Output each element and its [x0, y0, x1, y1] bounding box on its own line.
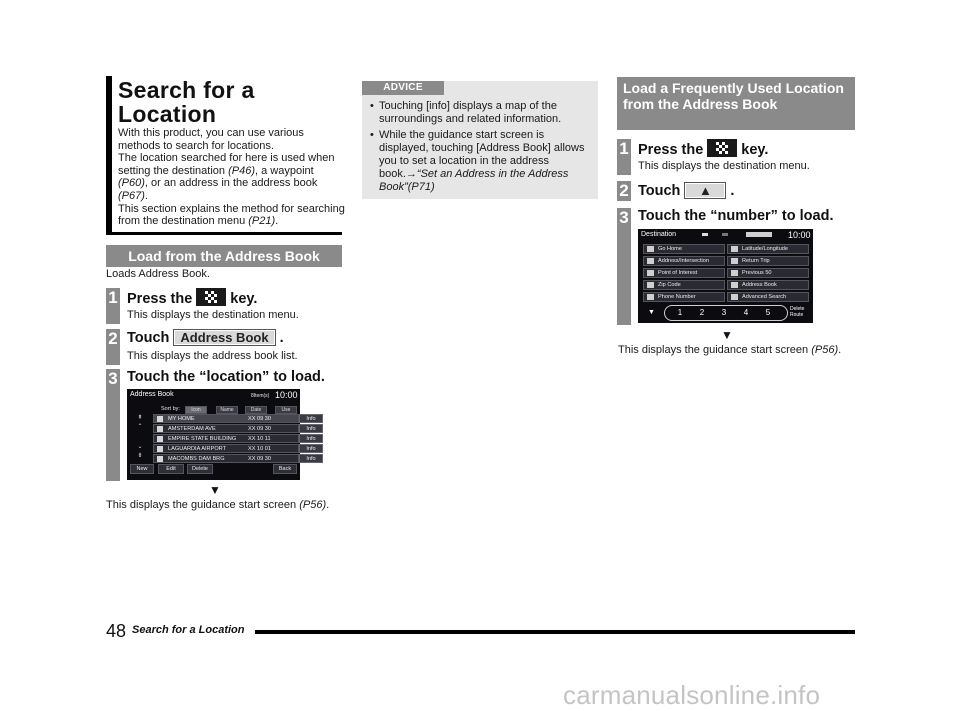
- section-header-address-book: Load from the Address Book: [106, 245, 342, 267]
- back-button[interactable]: Back: [273, 464, 297, 474]
- page-indicator-icon: [702, 233, 708, 236]
- step-1-title: Press the key.: [127, 288, 257, 308]
- destination-key-icon: [707, 139, 737, 157]
- destination-key-icon: [196, 288, 226, 306]
- step-number-1: 1: [106, 288, 120, 324]
- footer-rule: [255, 630, 855, 634]
- memory-5-button[interactable]: 5: [765, 308, 771, 317]
- section-header-frequent: Load a Frequently Used Location from the Address Book: [617, 77, 855, 130]
- zip-code-button[interactable]: Zip Code: [643, 280, 725, 290]
- poi-icon: [647, 270, 654, 276]
- delete-route-button[interactable]: Delete Route: [790, 306, 805, 318]
- step-3-title: Touch the “location” to load.: [127, 369, 325, 385]
- step-1-desc: This displays the destination menu.: [127, 309, 299, 321]
- address-intersection-button[interactable]: Address/Intersection: [643, 256, 725, 266]
- step-1-desc: This displays the destination menu.: [638, 160, 810, 172]
- title-accent-bar: [106, 76, 112, 235]
- watermark: carmanualsonline.info: [563, 680, 821, 710]
- advice-tag: ADVICE: [362, 81, 444, 95]
- result-text: This displays the guidance start screen (P56).: [106, 499, 330, 511]
- clock: 10:00: [788, 230, 811, 240]
- return-trip-button[interactable]: Return Trip: [727, 256, 809, 266]
- info-button[interactable]: Info: [299, 434, 323, 443]
- address-book-button[interactable]: Address Book: [727, 280, 809, 290]
- previous-50-button[interactable]: Previous 50: [727, 268, 809, 278]
- info-button[interactable]: Info: [299, 424, 323, 433]
- scroll-up-icon[interactable]: ⌃: [137, 424, 143, 430]
- page-ref: “Set an Address in the Address Book”(P71): [379, 168, 569, 193]
- scroll-bottom-icon[interactable]: ⇟: [137, 453, 143, 459]
- memory-1-button[interactable]: 1: [677, 308, 683, 317]
- intro-line-1: With this product, you can use various methods to search for locations.: [118, 127, 304, 152]
- info-button[interactable]: Info: [299, 414, 323, 423]
- advanced-search-button[interactable]: Advanced Search: [727, 292, 809, 302]
- edit-button[interactable]: Edit: [158, 464, 184, 474]
- address-row[interactable]: EMPIRE STATE BUILDING XX 10 11: [153, 434, 299, 443]
- result-text: This displays the guidance start screen (P56).: [618, 344, 842, 356]
- screen-title: Destination: [641, 231, 677, 238]
- address-book-button[interactable]: Address Book: [173, 329, 275, 346]
- page-title: Search for a Location: [118, 77, 255, 127]
- page-ref: (P46): [228, 164, 255, 177]
- clock: 10:00: [275, 390, 298, 400]
- info-button[interactable]: Info: [299, 444, 323, 453]
- advice-text: [369, 100, 593, 197]
- advice-item-2: • While the guidance start screen is displayed, touching [Address Book] allows you to set a location in the address book.→“Set an Address in the Address Book”(P71): [379, 129, 593, 194]
- down-arrow-icon[interactable]: ▼: [648, 309, 655, 316]
- page-indicator-icon: [746, 232, 772, 237]
- advice-item-1: • Touching [info] displays a map of the surroundings and related information.: [379, 100, 593, 126]
- book-icon: [731, 282, 738, 288]
- memory-2-button[interactable]: 2: [699, 308, 705, 317]
- step-number-2: 2: [106, 329, 120, 365]
- home-icon: [157, 416, 163, 422]
- memory-4-button[interactable]: 4: [743, 308, 749, 317]
- step-number-3: 3: [617, 208, 631, 325]
- globe-icon: [731, 246, 738, 252]
- intro-rule: [106, 232, 342, 235]
- item-count: 8Item(s): [251, 393, 270, 399]
- address-book-screen: [127, 389, 316, 480]
- sort-label: Sort by:: [161, 406, 180, 412]
- step-number-2: 2: [617, 181, 631, 201]
- zip-icon: [647, 282, 654, 288]
- phone-icon: [647, 294, 654, 300]
- info-button[interactable]: Info: [299, 454, 323, 463]
- page-ref: (P60): [118, 177, 145, 190]
- address-row[interactable]: LAGUARDIA AIRPORT XX 10 01: [153, 444, 299, 453]
- go-home-button[interactable]: Go Home: [643, 244, 725, 254]
- up-arrow-button[interactable]: ▲: [684, 182, 726, 199]
- flag-icon: [157, 456, 163, 462]
- scroll-top-icon[interactable]: ⇞: [137, 415, 143, 421]
- step-2-title: Touch Address Book .: [127, 330, 284, 346]
- home-icon: [647, 246, 654, 252]
- sort-use-button[interactable]: Use: [275, 406, 297, 414]
- sort-icon-button[interactable]: Icon: [185, 406, 207, 414]
- flag-icon: [157, 446, 163, 452]
- step-number-3: 3: [106, 369, 120, 481]
- step-2-desc: This displays the address book list.: [127, 350, 298, 362]
- page-ref: (P56): [811, 344, 839, 356]
- destination-screen: [638, 229, 813, 323]
- page-indicator-icon: [722, 233, 728, 236]
- history-icon: [731, 270, 738, 276]
- page-number: 48: [106, 621, 127, 641]
- address-icon: [647, 258, 654, 264]
- result-arrow-icon: ▼: [721, 328, 733, 342]
- intro-line-2: The location searched for here is used when setting the destination (P46), a waypoint (P60), or an address in the address book (P67).: [118, 152, 335, 202]
- address-row[interactable]: MACOMBS DAM BRG XX 09 30: [153, 454, 299, 463]
- point-of-interest-button[interactable]: Point of Interest: [643, 268, 725, 278]
- footer-title: Search for a Location: [132, 624, 245, 636]
- phone-number-button[interactable]: Phone Number: [643, 292, 725, 302]
- step-number-1: 1: [617, 139, 631, 175]
- sort-date-button[interactable]: Date: [245, 406, 267, 414]
- new-button[interactable]: New: [130, 464, 154, 474]
- sort-name-button[interactable]: Name: [216, 406, 238, 414]
- latitude-longitude-button[interactable]: Latitude/Longitude: [727, 244, 809, 254]
- delete-button[interactable]: Delete: [187, 464, 213, 474]
- address-row[interactable]: MY HOME XX 09 30: [153, 414, 299, 423]
- result-arrow-icon: ▼: [209, 483, 221, 497]
- step-3-title: Touch the “number” to load.: [638, 208, 834, 224]
- page-ref: (P21): [248, 215, 276, 228]
- step-1-title: Press the key.: [638, 139, 768, 159]
- page-ref: (P67): [118, 189, 145, 202]
- step-2-title: Touch ▲ .: [638, 183, 735, 199]
- intro-line-3: This section explains the method for searching from the destination menu (P21).: [118, 202, 345, 228]
- screen-title: Address Book: [130, 391, 174, 398]
- flag-icon: [157, 436, 163, 442]
- scroll-down-icon[interactable]: ⌄: [137, 444, 143, 450]
- section-subtitle: Loads Address Book.: [106, 268, 210, 280]
- address-row[interactable]: AMSTERDAM AVE XX 09 30: [153, 424, 299, 433]
- flag-icon: [157, 426, 163, 432]
- page-ref: (P56): [299, 499, 327, 511]
- return-icon: [731, 258, 738, 264]
- intro-text: [118, 127, 346, 228]
- memory-3-button[interactable]: 3: [721, 308, 727, 317]
- search-icon: [731, 294, 738, 300]
